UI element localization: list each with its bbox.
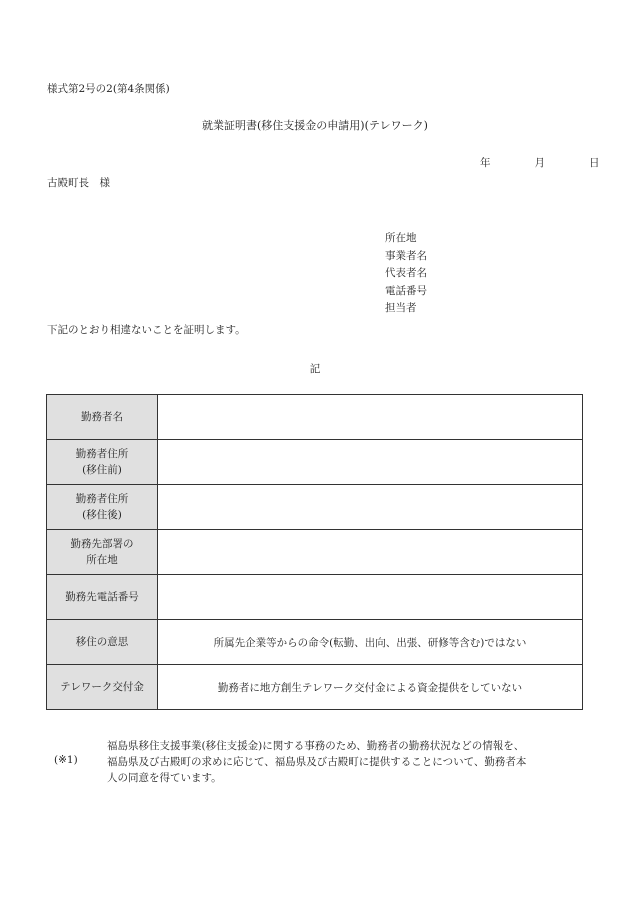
row-value bbox=[158, 440, 583, 485]
date-day: 日 bbox=[589, 157, 600, 169]
company-field-phone: 電話番号 bbox=[385, 284, 427, 297]
date-year: 年 bbox=[480, 157, 491, 169]
table-row bbox=[47, 575, 583, 620]
row-label: 勤務先電話番号 bbox=[47, 575, 158, 620]
row-label: 勤務者名 bbox=[47, 395, 158, 440]
note-mark: (※1) bbox=[54, 754, 78, 766]
table-row bbox=[47, 530, 583, 575]
table-row bbox=[47, 440, 583, 485]
table-row bbox=[47, 395, 583, 440]
row-value: 勤務者に地方創生テレワーク交付金による資金提供をしていない bbox=[158, 665, 583, 710]
document-title: 就業証明書(移住支援金の申請用)(テレワーク) bbox=[202, 119, 428, 132]
form-number: 様式第2号の2(第4条関係) bbox=[47, 83, 170, 95]
ki-heading: 記 bbox=[309, 363, 321, 375]
row-label: 移住の意思 bbox=[47, 620, 158, 665]
note-line: 福島県及び古殿町の求めに応じて、福島県及び古殿町に提供することについて、勤務者本 bbox=[107, 756, 527, 768]
note-line: 人の同意を得ています。 bbox=[107, 772, 222, 784]
row-label: 勤務者住所 (移住後) bbox=[47, 485, 158, 530]
company-field-address: 所在地 bbox=[385, 232, 417, 244]
consent-note bbox=[107, 738, 587, 786]
company-field-business-name: 事業者名 bbox=[385, 249, 427, 262]
row-label: 勤務先部署の 所在地 bbox=[47, 530, 158, 575]
company-field-contact: 担当者 bbox=[385, 302, 417, 314]
row-label: テレワーク交付金 bbox=[47, 665, 158, 710]
date-month: 月 bbox=[534, 157, 545, 169]
row-value: 所属先企業等からの命令(転勤、出向、出張、研修等含む)ではない bbox=[158, 620, 583, 665]
row-value bbox=[158, 485, 583, 530]
employment-table bbox=[46, 394, 583, 710]
company-info-block bbox=[385, 230, 427, 318]
row-value bbox=[158, 530, 583, 575]
row-label: 勤務者住所 (移住前) bbox=[47, 440, 158, 485]
table-row bbox=[47, 485, 583, 530]
addressee: 古殿町長 様 bbox=[47, 177, 110, 189]
row-value bbox=[158, 395, 583, 440]
date-line bbox=[480, 155, 600, 170]
note-line: 福島県移住支援事業(移住支援金)に関する事務のため、勤務者の勤務状況などの情報を、 bbox=[107, 740, 525, 752]
table-row bbox=[47, 665, 583, 710]
row-value bbox=[158, 575, 583, 620]
certification-statement: 下記のとおり相違ないことを証明します。 bbox=[47, 324, 246, 336]
company-field-representative: 代表者名 bbox=[385, 267, 427, 279]
table-row bbox=[47, 620, 583, 665]
